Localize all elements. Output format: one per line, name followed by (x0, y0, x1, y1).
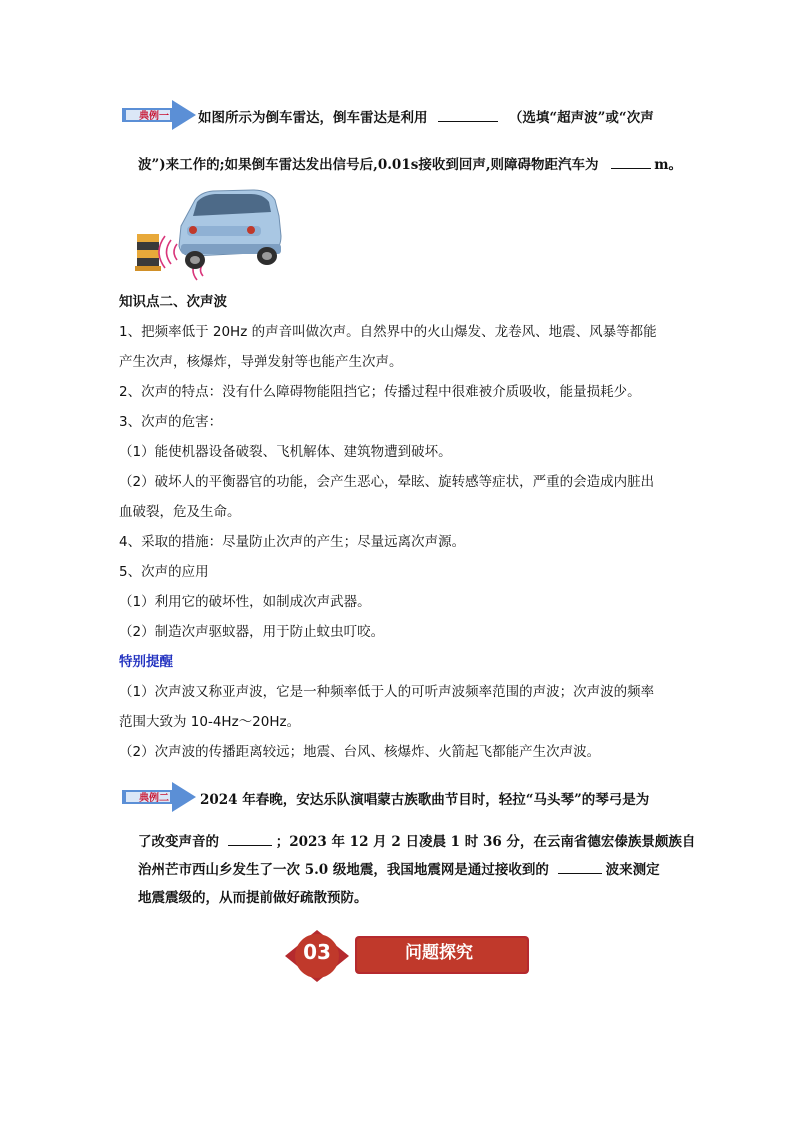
question-text: 波来测定 (605, 862, 660, 878)
answer-blank[interactable] (611, 154, 651, 169)
paragraph: 4、采取的措施：尽量防止次声的产生；尽量远离次声源。 (119, 534, 466, 550)
example-tag (120, 98, 198, 132)
example-one-line-2 (138, 152, 698, 178)
paragraph: 5、次声的应用 (119, 564, 209, 580)
paragraph: 范围大致为 10-4Hz～20Hz。 (119, 714, 301, 730)
example-two-continuation (138, 828, 696, 912)
question-text: ；2023 年 12 月 2 日凌晨 1 时 36 分，在云南省德宏傣族景颇族自 (275, 834, 696, 850)
special-reminder-title: 特别提醒 (119, 654, 173, 670)
answer-blank[interactable] (228, 831, 272, 846)
question-text: 治州芒市西山乡发生了一次 5.0 级地震，我国地震网是通过接收到的 (138, 862, 549, 878)
section-badge (283, 928, 533, 984)
badge-label: 问题探究 (405, 943, 473, 963)
example-tag (120, 780, 198, 814)
question-text: m。 (654, 157, 683, 173)
paragraph: （2）次声波的传播距离较远；地震、台风、核爆炸、火箭起飞都能产生次声波。 (119, 744, 601, 760)
example-two-line-1: 2024 年春晚，安达乐队演唱蒙古族歌曲节目时，轻拉“马头琴”的琴弓是为 (200, 792, 650, 808)
question-text: （选填“超声波”或“次声 (508, 110, 654, 126)
question-text: 了改变声音的 (138, 834, 219, 850)
paragraph: 3、次声的危害： (119, 414, 223, 430)
knowledge-section (119, 287, 679, 767)
car-reversing-radar-icon (133, 186, 283, 282)
example-tag-label: 典例一 (139, 111, 169, 122)
obstacle-icon (135, 234, 161, 271)
badge-number: 03 (303, 940, 331, 964)
car-radar-figure (133, 186, 283, 282)
paragraph: （1）能使机器设备破裂、飞机解体、建筑物遭到破坏。 (119, 444, 452, 460)
section-title: 知识点二、次声波 (119, 294, 227, 310)
paragraph: 血破裂，危及生命。 (119, 504, 241, 520)
paragraph: （2）制造次声驱蚊器，用于防止蚊虫叮咬。 (119, 624, 385, 640)
answer-blank[interactable] (558, 859, 602, 874)
paragraph: 2、次声的特点：没有什么障碍物能阻挡它；传播过程中很难被介质吸收，能量损耗少。 (119, 384, 641, 400)
example-one-line-1 (198, 105, 688, 131)
answer-blank[interactable] (438, 107, 498, 122)
paragraph: （1）利用它的破坏性，如制成次声武器。 (119, 594, 371, 610)
question-text: 如图所示为倒车雷达，倒车雷达是利用 (198, 110, 428, 126)
question-text: 波”)来工作的;如果倒车雷达发出信号后,0.01s接收到回声,则障碍物距汽车为 (138, 157, 599, 173)
paragraph: 产生次声，核爆炸，导弹发射等也能产生次声。 (119, 354, 403, 370)
example-tag-label: 典例二 (139, 793, 169, 804)
question-text: 地震震级的，从而提前做好疏散预防。 (138, 890, 368, 906)
paragraph: 1、把频率低于 20Hz 的声音叫做次声。自然界中的火山爆发、龙卷风、地震、风暴等都能 (119, 324, 657, 340)
paragraph: （2）破坏人的平衡器官的功能，会产生恶心，晕眩、旋转感等症状，严重的会造成内脏出 (119, 474, 655, 490)
paragraph: （1）次声波又称亚声波，它是一种频率低于人的可听声波频率范围的声波；次声波的频率 (119, 684, 655, 700)
